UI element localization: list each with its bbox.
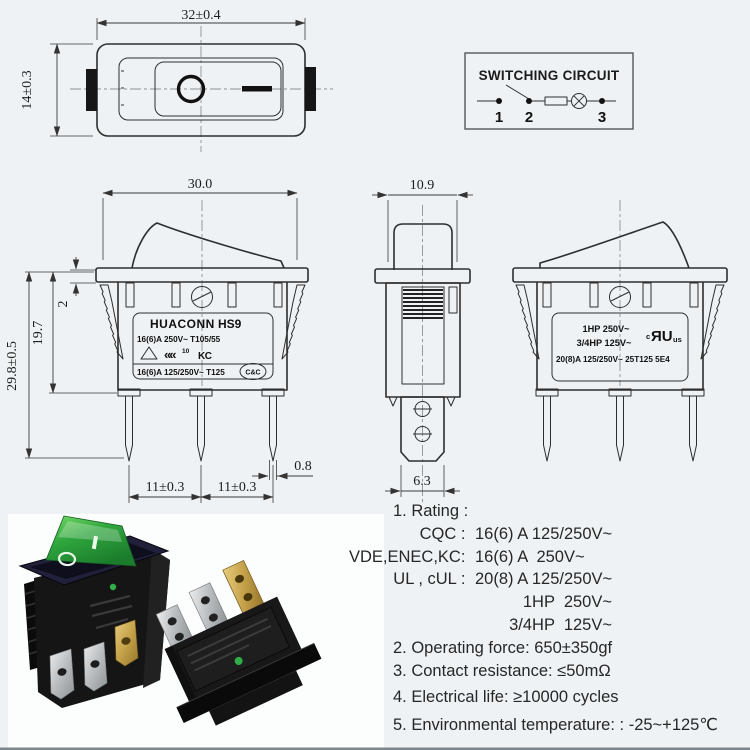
- rating-row-cqc: [348, 523, 750, 546]
- brand-text: HUACONN: [150, 317, 215, 331]
- cqc-mark: C&C: [245, 369, 261, 377]
- vde-mark: [141, 347, 157, 359]
- specifications: [348, 500, 750, 737]
- terminal-2-label: 2: [524, 109, 534, 126]
- dim-pin-pitch: [129, 465, 273, 503]
- dim-32-label: 32±0.4: [181, 8, 221, 23]
- rating-top-text: 16(6)A 250V~ T105/55: [137, 335, 221, 344]
- dim-30-label: 30.0: [187, 177, 213, 192]
- product-photos: [8, 514, 384, 750]
- rating-row-vde: [348, 546, 750, 569]
- dim-30: [103, 177, 297, 260]
- edge-notches: [121, 71, 124, 105]
- dim-11a-label: 11±0.3: [145, 480, 185, 495]
- left-mount-tab: [86, 69, 97, 111]
- amp-line: 20(8)A 125/250V~ 25T125 5E4: [556, 355, 670, 364]
- rating-value: 16(6) A 250V~: [475, 547, 585, 566]
- ul-us: us: [673, 335, 682, 344]
- hp-line2: 3/4HP 125V~: [576, 338, 632, 348]
- pins: [536, 389, 704, 461]
- dim-109-label: 10.9: [409, 178, 435, 193]
- right-mount-tab: [305, 67, 316, 111]
- terminal-3-label: 3: [597, 109, 607, 126]
- ul-c: c: [646, 332, 651, 341]
- top-view: [20, 8, 333, 152]
- spec-item-temperature: 5. Environmental temperature: : -25~+125℃: [393, 716, 718, 735]
- left-mount-wing: [100, 285, 123, 359]
- front-view: [5, 177, 313, 503]
- switching-circuit: [465, 53, 633, 129]
- rocker-profile: [132, 223, 284, 268]
- spec-item-rating: 1. Rating :: [393, 502, 469, 520]
- dim-197-label: 19.7: [31, 320, 46, 346]
- rating-row-ul: [348, 568, 750, 591]
- hp-line1: 1HP 250V~: [582, 324, 630, 334]
- on-symbol: [242, 86, 272, 92]
- resistor-symbol: [545, 97, 567, 105]
- right-mount-wing: [282, 285, 305, 359]
- spec-item-resistance: 3. Contact resistance: ≤50mΩ: [393, 661, 611, 680]
- left-mount-wing: [516, 285, 539, 359]
- right-view: [513, 200, 727, 461]
- ul-recognized-mark: ЯU: [651, 328, 673, 345]
- demko-num: 10: [182, 348, 190, 355]
- side-notch: [449, 287, 457, 313]
- dim-pin-thickness: [252, 459, 313, 480]
- dim-14: [20, 44, 93, 136]
- rocker-profile: [394, 224, 452, 270]
- terminal-1-label: 1: [494, 109, 504, 126]
- spec-item-life: 4. Electrical life: ≥10000 cycles: [393, 688, 619, 707]
- dim-14-label: 14±0.3: [20, 70, 35, 110]
- pins: [118, 389, 284, 461]
- rating-bottom-text: 16(6)A 125/250V~ T125: [137, 368, 225, 377]
- rating-value: 16(6) A 125/250V~: [475, 524, 613, 543]
- dim-298-label: 29.8±0.5: [5, 341, 20, 391]
- rating-extra-34hp: 3/4HP 125V~: [509, 615, 612, 634]
- dim-2-label: 2: [56, 300, 71, 308]
- rating-label: VDE,ENEC,KC:: [348, 547, 470, 566]
- model-text: HS9: [218, 317, 242, 331]
- dims-left: [5, 257, 124, 458]
- rating-label: [133, 313, 273, 380]
- circuit-title: SWITCHING CIRCUIT: [478, 68, 620, 83]
- dim-63-label: 6.3: [413, 474, 431, 489]
- circuit-schematic: [477, 85, 616, 109]
- rating-label: UL , cUL :: [393, 570, 470, 589]
- dim-11b-label: 11±0.3: [217, 480, 257, 495]
- rating-value: 20(8) A 125/250V~: [475, 570, 613, 589]
- green-indicator-dot: [110, 584, 116, 590]
- right-mount-wing: [701, 285, 724, 359]
- rating-extra-1hp: 1HP 250V~: [522, 593, 612, 612]
- side-view: [372, 178, 473, 502]
- spec-item-force: 2. Operating force: 650±350gf: [393, 638, 613, 657]
- kc-mark: KC: [198, 351, 212, 362]
- circuit-frame: [465, 53, 633, 129]
- demko-mark: ««: [164, 347, 175, 362]
- rating-label: CQC :: [419, 524, 470, 543]
- rocker-profile: [540, 222, 689, 268]
- rib-hatch: [403, 290, 443, 318]
- dim-08-label: 0.8: [294, 459, 312, 474]
